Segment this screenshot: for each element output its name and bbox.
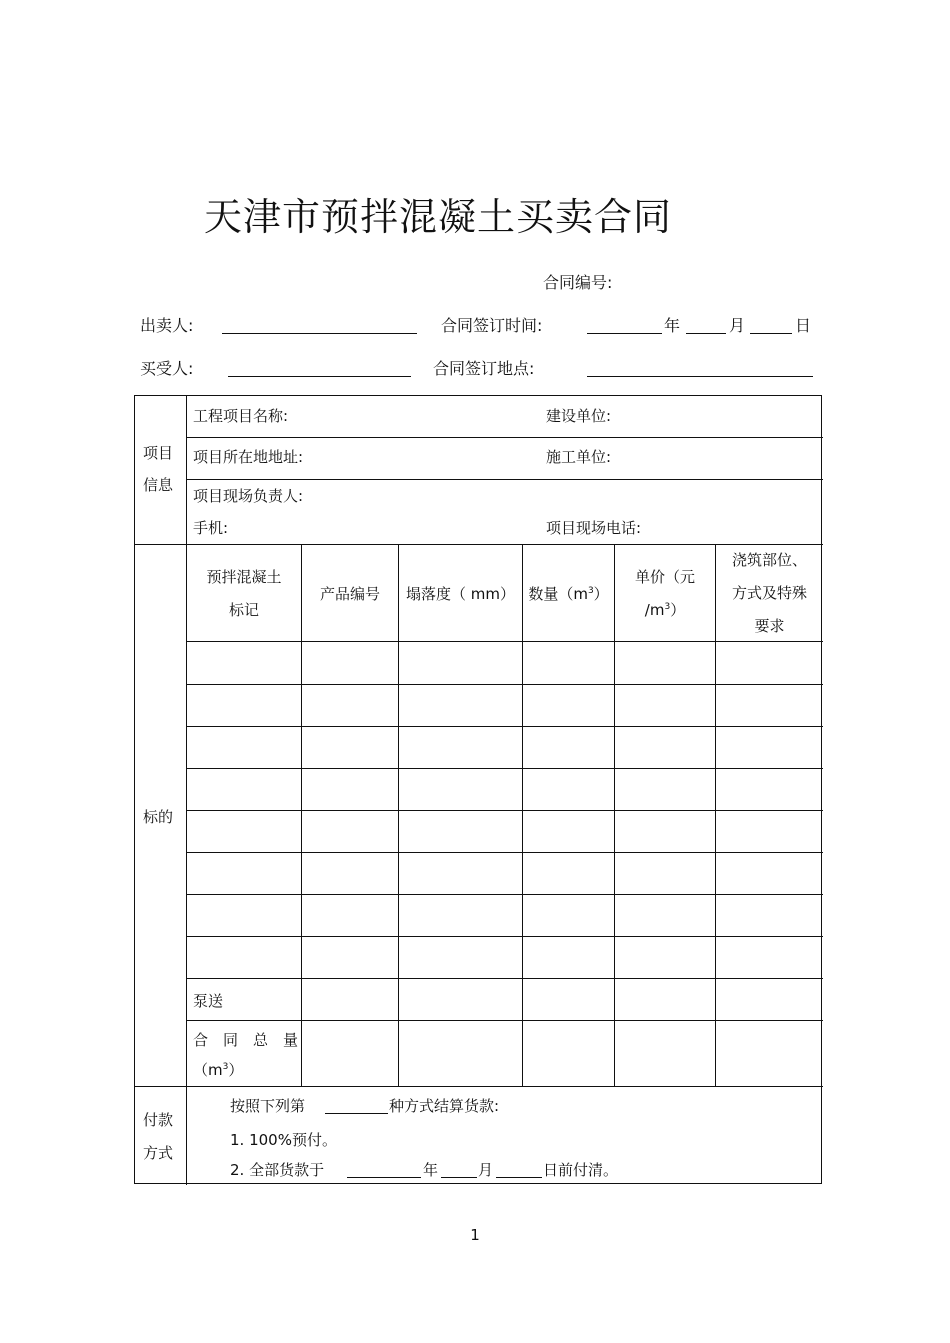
payment-label-1: 付款 (143, 1111, 174, 1129)
month-label: 月 (729, 316, 746, 335)
document-title: 天津市预拌混凝土买卖合同 (204, 195, 673, 239)
payment-method-field[interactable] (325, 1113, 388, 1114)
buyer-label: 买受人: (140, 359, 194, 378)
payment-line-1-a: 按照下列第 (230, 1097, 306, 1115)
project-name-label: 工程项目名称: (193, 407, 289, 425)
pay-month-field[interactable] (441, 1177, 477, 1178)
contract-table (134, 395, 822, 1184)
section-divider (135, 1086, 823, 1087)
site-manager-label: 项目现场负责人: (193, 487, 304, 505)
mobile-label: 手机: (193, 519, 229, 537)
header-pour-1: 浇筑部位、 (731, 551, 807, 569)
row-divider (187, 641, 823, 642)
buyer-field[interactable] (228, 376, 411, 377)
day-label: 日 (795, 316, 812, 335)
payment-option-2-a: 2. 全部货款于 (230, 1161, 325, 1179)
page-number: 1 (470, 1226, 480, 1244)
payment-option-2-day: 日前付清。 (543, 1161, 619, 1179)
row-divider (187, 768, 823, 769)
builder-label: 建设单位: (546, 407, 612, 425)
row-divider (187, 726, 823, 727)
pay-year-field[interactable] (347, 1177, 421, 1178)
payment-option-2-year: 年 (423, 1161, 439, 1179)
row-divider (187, 810, 823, 811)
pay-day-field[interactable] (496, 1177, 542, 1178)
col-divider (301, 544, 302, 1086)
constructor-label: 施工单位: (546, 448, 612, 466)
row-divider (187, 894, 823, 895)
row-divider (187, 978, 823, 979)
payment-option-1: 1. 100%预付。 (230, 1131, 337, 1149)
project-info-label-2: 信息 (143, 476, 174, 494)
row-divider (187, 684, 823, 685)
seller-field[interactable] (222, 333, 417, 334)
sign-day-field[interactable] (750, 333, 792, 334)
section-divider (135, 544, 823, 545)
site-phone-label: 项目现场电话: (546, 519, 642, 537)
row-divider (187, 1020, 823, 1021)
contract-no-label: 合同编号: (543, 273, 613, 292)
header-mark-2: 标记 (228, 601, 259, 619)
header-pour-3: 要求 (754, 617, 785, 635)
pump-label: 泵送 (193, 992, 224, 1010)
sign-month-field[interactable] (686, 333, 726, 334)
total-label-1: 合 同 总 量 (193, 1031, 299, 1049)
sign-time-label: 合同签订时间: (441, 316, 543, 335)
col-divider (398, 544, 399, 1086)
payment-line-1-b: 种方式结算货款: (389, 1097, 500, 1115)
header-unit-price-2: $/m^3$） (644, 601, 686, 619)
row-divider (187, 437, 823, 438)
row-divider (187, 479, 823, 480)
row-divider (187, 936, 823, 937)
header-quantity: 数量$(m^3)$ (528, 585, 609, 603)
payment-label-2: 方式 (143, 1144, 174, 1162)
row-divider (187, 852, 823, 853)
project-info-label-1: 项目 (143, 444, 174, 462)
header-product-no: 产品编号 (319, 585, 380, 603)
col-divider (522, 544, 523, 1086)
sign-place-field[interactable] (587, 376, 813, 377)
total-label-2: $(m^3)$ (193, 1061, 244, 1079)
header-pour-2: 方式及特殊 (731, 584, 807, 602)
sign-year-field[interactable] (587, 333, 662, 334)
year-label: 年 (664, 316, 681, 335)
seller-label: 出卖人: (140, 316, 194, 335)
subject-section-label: 标的 (143, 808, 174, 826)
header-slump: 塌落度（ mm） (406, 585, 515, 603)
label-column-divider (186, 396, 187, 1185)
payment-option-2-month: 月 (478, 1161, 494, 1179)
header-mark-1: 预拌混凝土 (206, 568, 282, 586)
col-divider (614, 544, 615, 1086)
address-label: 项目所在地地址: (193, 448, 304, 466)
header-unit-price-1: 单价（元 (634, 568, 695, 586)
sign-place-label: 合同签订地点: (433, 359, 535, 378)
